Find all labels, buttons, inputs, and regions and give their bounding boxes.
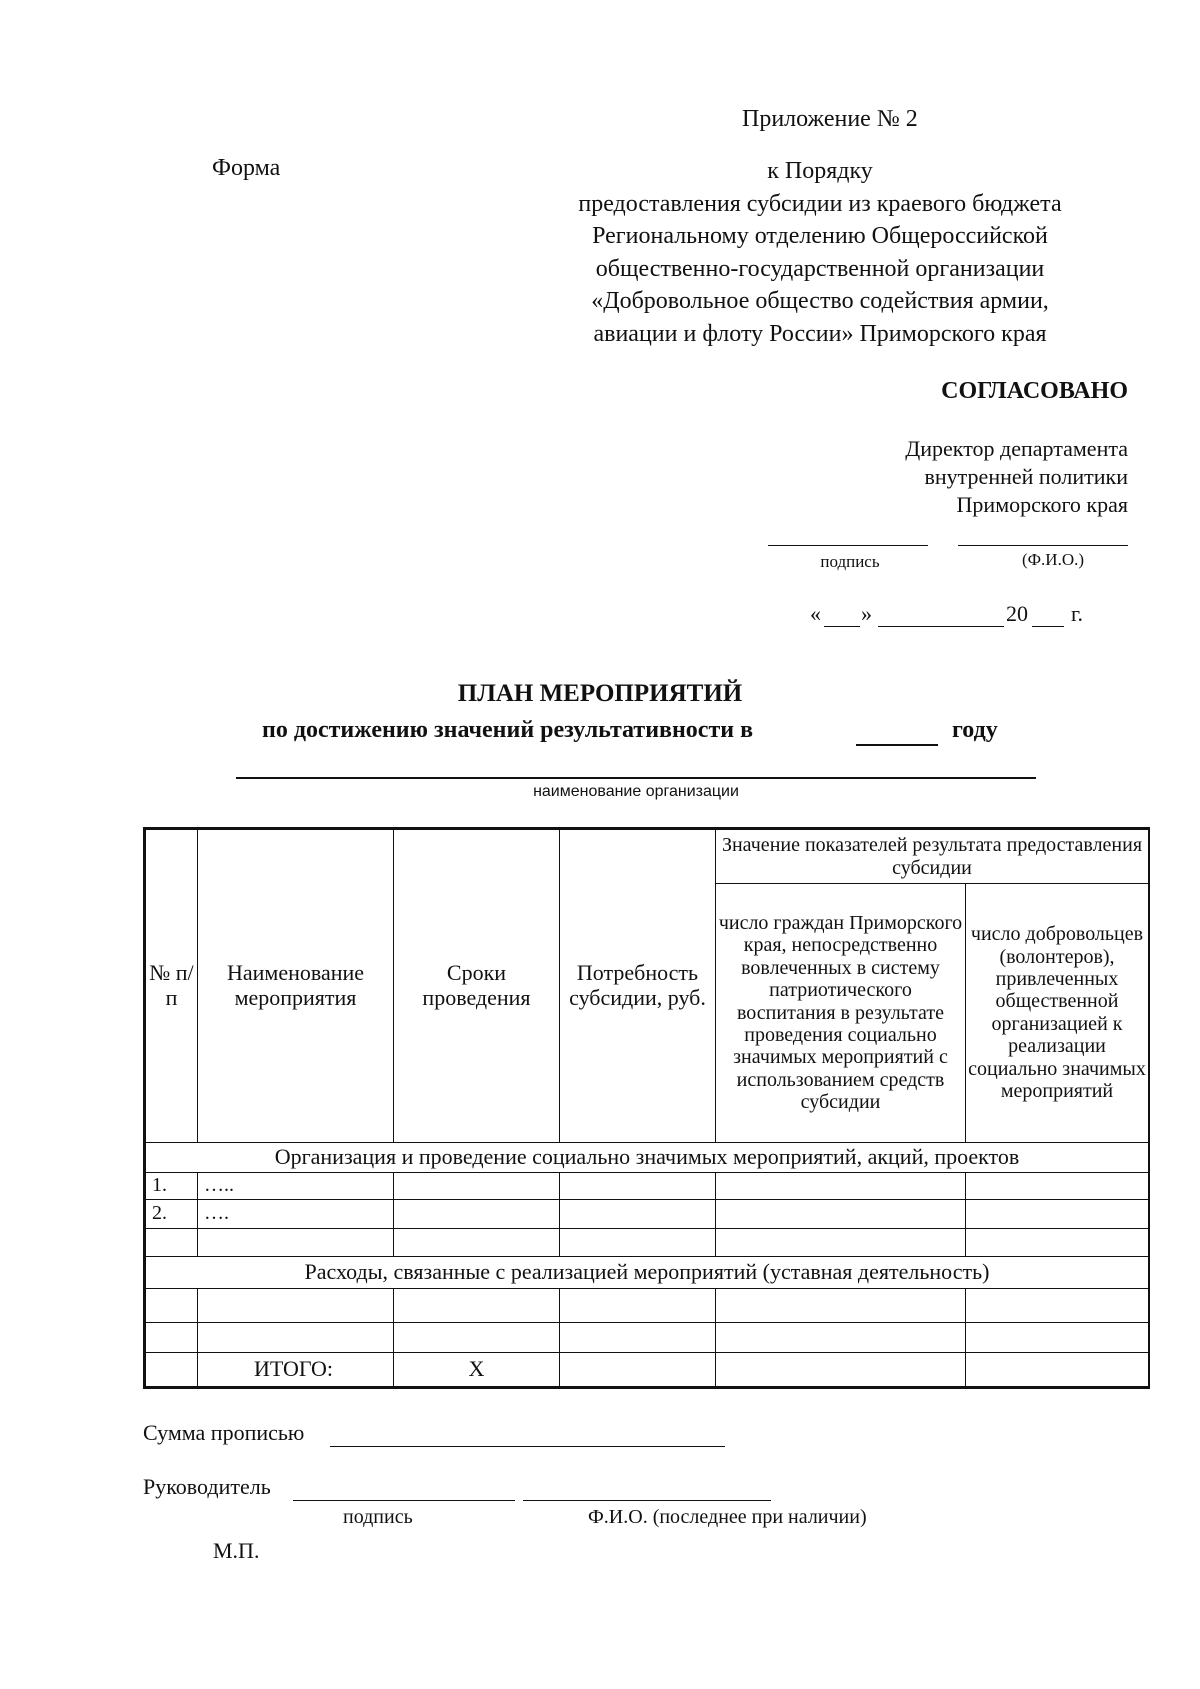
table-cell xyxy=(966,1199,1149,1228)
total-subsidy-cell xyxy=(560,1352,716,1386)
head-fio-line xyxy=(523,1500,771,1501)
plan-subtitle-year: году xyxy=(952,717,998,743)
table-cell xyxy=(716,1199,966,1228)
org-name-caption: наименование организации xyxy=(533,783,739,800)
sum-in-words-line xyxy=(330,1446,725,1447)
date-year-line xyxy=(1032,626,1064,627)
table-cell xyxy=(560,1288,716,1322)
table-cell xyxy=(394,1172,560,1199)
table-cell xyxy=(560,1199,716,1228)
date-year-suffix: г. xyxy=(1071,601,1084,626)
head-signature-caption: подпись xyxy=(343,1506,413,1528)
table-cell xyxy=(716,1288,966,1322)
table-cell xyxy=(716,1172,966,1199)
section-statutory-expenses: Расходы, связанные с реализацией мероприятий (уставная деятельность) xyxy=(146,1256,1149,1288)
sum-in-words-label: Сумма прописью xyxy=(143,1420,305,1445)
table-cell xyxy=(394,1199,560,1228)
date-quote-close: » xyxy=(861,601,872,626)
date-day-line xyxy=(824,626,860,627)
header-citizens-count: число граждан Приморского края, непосредственно вовлеченных в систему патриотического воспитания в результате проведения социально значимых мероприятий с использованием средств субсидии xyxy=(716,884,966,1142)
table-cell xyxy=(966,1322,1149,1352)
approval-position-line: Приморского края xyxy=(956,492,1128,517)
total-citizens-cell xyxy=(716,1352,966,1386)
plan-year-line xyxy=(856,744,938,746)
approval-date xyxy=(810,601,1130,631)
org-name-line xyxy=(236,777,1036,779)
approval-title: СОГЛАСОВАНО xyxy=(941,378,1128,404)
appendix-number: Приложение № 2 xyxy=(742,106,918,132)
table-cell xyxy=(560,1322,716,1352)
header-subsidy-need: Потребность субсидии, руб. xyxy=(560,830,716,1143)
order-ref-line: предоставления субсидии из краевого бюджета xyxy=(578,190,1062,217)
approval-position-line: внутренней политики xyxy=(924,464,1128,489)
approval-fio-line xyxy=(958,545,1128,546)
plan-title: ПЛАН МЕРОПРИЯТИЙ xyxy=(457,680,743,707)
plan-table xyxy=(145,829,1149,1387)
table-cell xyxy=(198,1322,394,1352)
approval-signature-line xyxy=(768,545,928,546)
table-cell xyxy=(394,1322,560,1352)
date-month-line xyxy=(878,626,1004,627)
table-cell xyxy=(394,1288,560,1322)
header-event-name: Наименование мероприятия xyxy=(198,830,394,1143)
table-cell xyxy=(716,1322,966,1352)
table-cell xyxy=(146,1288,198,1322)
approval-position xyxy=(905,435,1128,519)
date-quote-open: « xyxy=(810,601,821,626)
date-year-prefix: 20 xyxy=(1006,601,1028,626)
table-cell xyxy=(560,1228,716,1256)
table-cell xyxy=(966,1172,1149,1199)
table-cell xyxy=(146,1322,198,1352)
stamp-place: М.П. xyxy=(213,1538,260,1563)
approval-fio-caption: (Ф.И.О.) xyxy=(1021,550,1085,569)
plan-subtitle xyxy=(262,717,1022,749)
row-number: 2. xyxy=(146,1199,198,1228)
approval-position-line: Директор департамента xyxy=(905,436,1128,461)
header-dates: Сроки проведения xyxy=(394,830,560,1143)
header-indicators-group: Значение показателей результата предоставления субсидии xyxy=(716,830,1149,884)
form-label: Форма xyxy=(212,155,281,181)
order-ref-line: Региональному отделению Общероссийской xyxy=(592,223,1048,249)
row-event-name: …. xyxy=(198,1199,394,1228)
head-signature-line xyxy=(293,1500,515,1501)
table-cell xyxy=(394,1228,560,1256)
approval-signature-caption: подпись xyxy=(820,552,880,571)
table-cell xyxy=(146,1352,198,1386)
order-ref-line: авиации и флоту России» Приморского края xyxy=(593,320,1047,347)
row-number: 1. xyxy=(146,1172,198,1199)
table-cell xyxy=(198,1288,394,1322)
order-reference xyxy=(520,155,1120,350)
header-num: № п/п xyxy=(146,830,198,1143)
order-ref-line: к Порядку xyxy=(767,158,873,184)
head-fio-caption: Ф.И.О. (последнее при наличии) xyxy=(588,1506,867,1528)
table-cell xyxy=(716,1228,966,1256)
row-event-name: ….. xyxy=(198,1172,394,1199)
total-volunteers-cell xyxy=(966,1352,1149,1386)
total-label: ИТОГО: xyxy=(198,1352,394,1386)
section-events: Организация и проведение социально значимых мероприятий, акций, проектов xyxy=(146,1142,1149,1172)
table-cell xyxy=(560,1172,716,1199)
table-cell xyxy=(966,1228,1149,1256)
table-cell xyxy=(146,1228,198,1256)
table-cell xyxy=(198,1228,394,1256)
plan-subtitle-text: по достижению значений результативности в xyxy=(262,717,754,743)
total-dates-mark: Х xyxy=(394,1352,560,1386)
header-volunteers-count: число добровольцев (волонтеров), привлеченных общественной организацией к реализации социально значимых мероприятий xyxy=(966,884,1149,1142)
head-label: Руководитель xyxy=(143,1474,271,1499)
order-ref-line: общественно-государственной организации xyxy=(595,255,1045,282)
table-cell xyxy=(966,1288,1149,1322)
order-ref-line: «Добровольное общество содействия армии, xyxy=(591,288,1049,314)
